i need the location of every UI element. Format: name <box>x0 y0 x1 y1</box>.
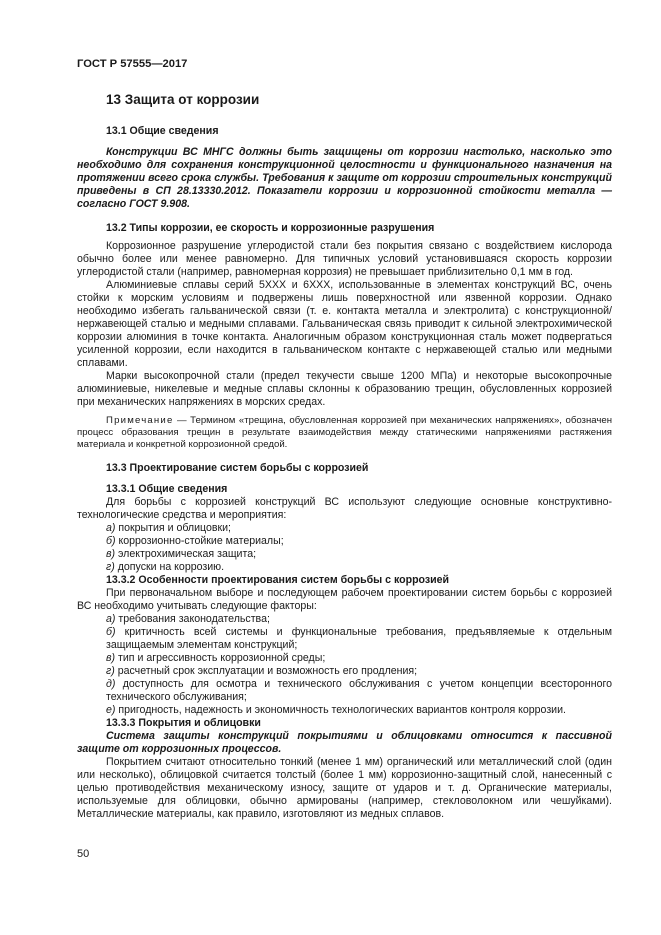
list-item: а) покрытия и облицовки; <box>106 522 231 534</box>
subsection-13-3-3-paragraph-2: Покрытием считают относительно тонкий (менее 1 мм) органический или металлический слой (один или несколько), облицовкой считается толстый (более 1 мм) коррозионно-защитный слой, нанесенный с целью противодействия механическому износу, защите от ударов и т. д. Органические материалы, используемые для облицовки, обычно армированы (например, стекловолокном или чешуйками). Металлические материалы, как правило, изготовляют из медных сплавов. <box>77 756 612 820</box>
subsection-13-2-title: 13.2 Типы коррозии, ее скорость и коррозионные разрушения <box>106 222 435 234</box>
subsection-13-3-2-title: 13.3.2 Особенности проектирования систем борьбы с коррозией <box>106 574 450 586</box>
subsection-13-2-paragraph-3: Марки высокопрочной стали (предел текучести свыше 1200 МПа) и некоторые высокопрочные алюминиевые, никелевые и медные сплавы склонны к образованию трещин, обусловленных коррозией при механических напряжениях в морских средах. <box>77 370 612 408</box>
list-item: в) тип и агрессивность коррозионной среды; <box>106 652 326 664</box>
list-item: г) расчетный срок эксплуатации и возможность его продления; <box>106 665 418 677</box>
subsection-13-1-paragraph: Конструкции ВС МНГС должны быть защищены от коррозии настолько, насколько это необходимо для сохранения конструкционной целостности и функционального назначения на протяжении всего срока службы. Требования к защите от коррозии строительных конструкций приведены в СП 28.13330.2012. Показатели коррозии и коррозионной стойкости металла — согласно ГОСТ 9.908. <box>77 146 612 210</box>
list-item: а) требования законодательства; <box>106 613 270 625</box>
note-text: — Термином «трещина, обусловленная коррозией при механических напряжениях», обозначен процесс образования трещин в результате взаимодействия между статическими напряжениями растяжения материала и конкретной коррозионной средой. <box>77 415 612 450</box>
list-item: б) критичность всей системы и функциональные требования, предъявляемые к отдельным защищаемым элементам конструкций; <box>106 626 612 651</box>
note-paragraph <box>77 415 612 451</box>
note-label: Примечание <box>106 415 174 426</box>
page-content <box>77 92 612 821</box>
subsection-13-3-1-title: 13.3.1 Общие сведения <box>106 483 228 495</box>
subsection-13-3-3-paragraph-1: Система защиты конструкций покрытиями и облицовками относится к пассивной защите от коррозионных процессов. <box>77 730 612 755</box>
list-item: д) доступность для осмотра и технического обслуживания с учетом концепции всесторонного технического обслуживания; <box>106 678 612 703</box>
list-item: в) электрохимическая защита; <box>106 548 257 560</box>
subsection-13-2-paragraph-1: Коррозионное разрушение углеродистой стали без покрытия связано с воздействием кислорода обычно более или менее равномерно. Для типичных условий установившаяся скорость коррозии углеродистой стали (например, равномерная коррозия) не превышает приблизительно 0,1 мм в год. <box>77 240 612 278</box>
section-title: 13 Защита от коррозии <box>106 92 260 107</box>
subsection-13-3-3-title: 13.3.3 Покрытия и облицовки <box>106 717 261 729</box>
subsection-13-2-paragraph-2: Алюминиевые сплавы серий 5XXX и 6XXX, использованные в элементах конструкций ВС, очень стойки к морским условиям и подвержены лишь поверхностной или язвенной коррозии. Однако необходимо избегать гальванической связи (т. е. контакта металла и электролита) с конструкционной/нержавеющей сталью и медными сплавами. Гальваническая связь приводит к сильной электрохимической коррозии алюминия в точке контакта. Аналогичным образом конструкционная сталь может подвергаться усиленной коррозии, если находится в гальваническом контакте с нержавеющей сталью или медными сплавами. <box>77 279 612 369</box>
list-item: б) коррозионно-стойкие материалы; <box>106 535 284 547</box>
list-item: е) пригодность, надежность и экономичность технологических вариантов контроля коррозии. <box>106 704 566 716</box>
subsection-13-1-title: 13.1 Общие сведения <box>106 125 219 137</box>
list-item: г) допуски на коррозию. <box>106 561 225 573</box>
subsection-13-3-2-paragraph: При первоначальном выборе и последующем рабочем проектировании систем борьбы с коррозией ВС необходимо учитывать следующие факторы: <box>77 587 612 612</box>
subsection-13-3-title: 13.3 Проектирование систем борьбы с коррозией <box>106 462 369 474</box>
document-header: ГОСТ Р 57555—2017 <box>77 58 188 70</box>
subsection-13-3-1-paragraph: Для борьбы с коррозией конструкций ВС используют следующие основные конструктивно-технологические средства и мероприятия: <box>77 496 612 521</box>
page-number: 50 <box>77 848 90 860</box>
